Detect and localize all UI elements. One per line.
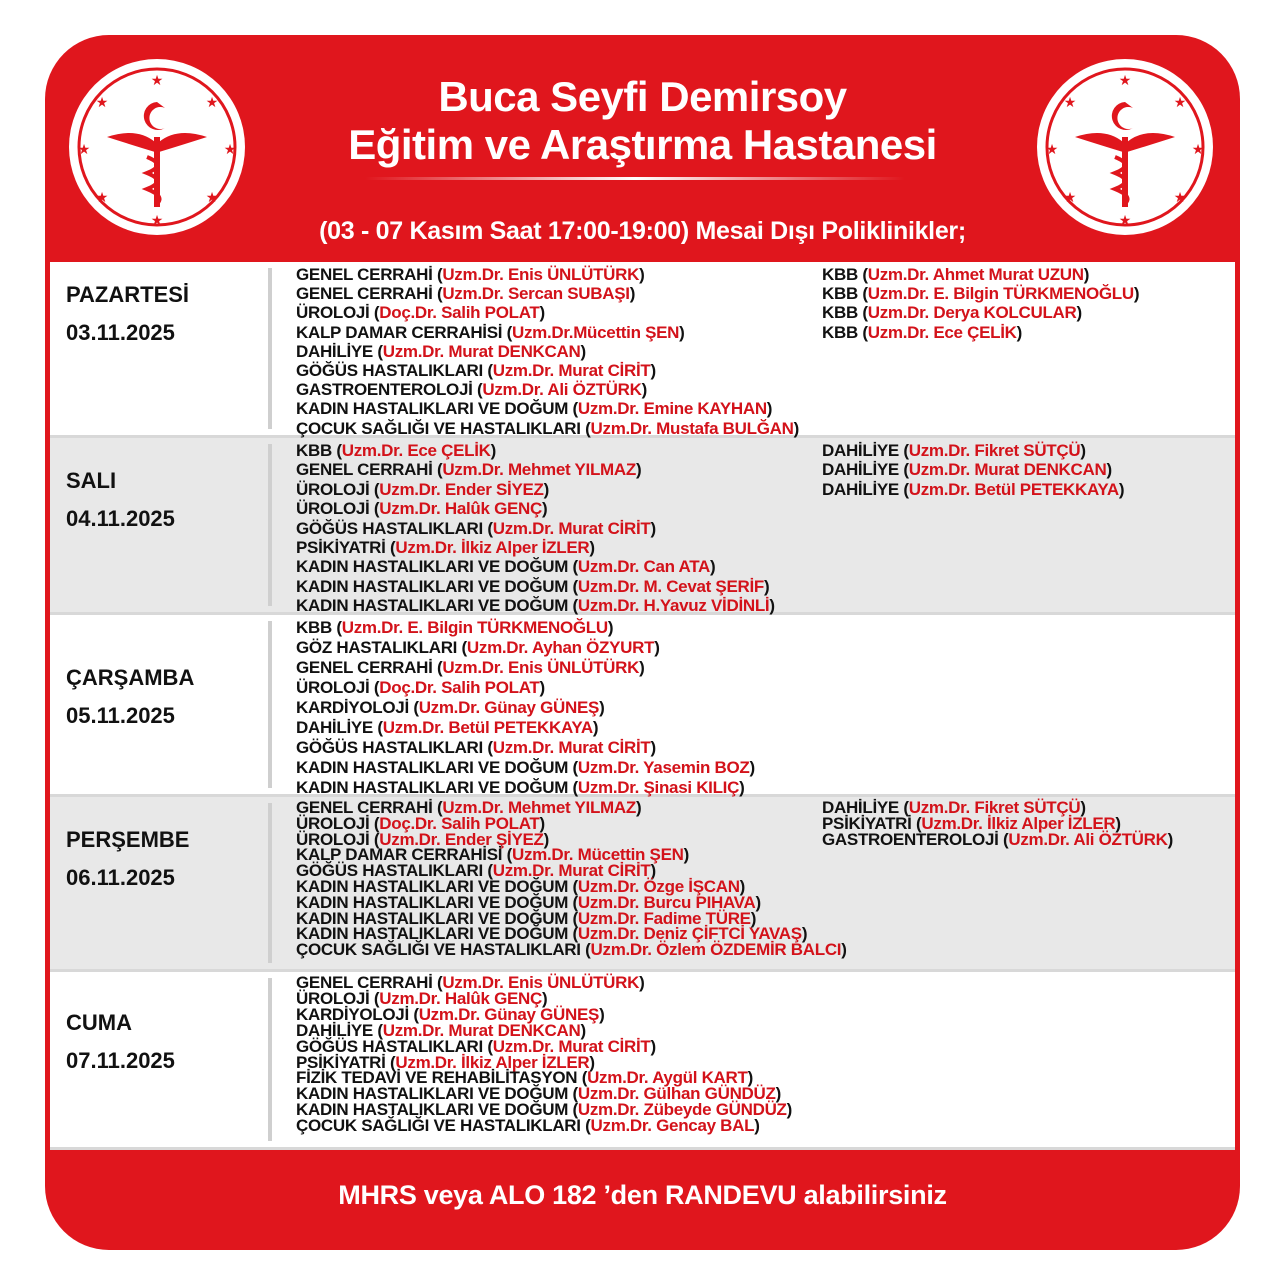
department: KADIN HASTALIKLARI VE DOĞUM — [296, 399, 569, 419]
day-label — [66, 468, 175, 532]
hospital-name-line2: Eğitim ve Araştırma Hastanesi — [348, 121, 937, 168]
doctor-name: Uzm.Dr. Mustafa BULĞAN — [590, 418, 794, 438]
department: KBB — [822, 265, 858, 284]
department: GENEL CERRAHİ — [296, 798, 433, 817]
clinic-entry: KADIN HASTALIKLARI VE DOĞUM (Uzm.Dr. Yasemin BOZ) — [296, 758, 755, 777]
clinic-entry: GENEL CERRAHİ (Uzm.Dr. Mehmet YILMAZ) — [296, 460, 642, 480]
schedule-table — [50, 262, 1235, 1150]
svg-text:★: ★ — [205, 94, 219, 110]
clinic-list — [296, 441, 775, 616]
department: KBB — [296, 441, 332, 460]
doctor-name: Uzm.Dr. Murat CİRİT — [492, 361, 651, 381]
department: KADIN HASTALIKLARI VE DOĞUM — [296, 876, 569, 896]
doctor-name: Uzm.Dr. İlkiz Alper İZLER — [395, 1052, 590, 1072]
clinic-entry: KADIN HASTALIKLARI VE DOĞUM (Uzm.Dr. Şinasi KILIÇ) — [296, 778, 745, 797]
department: GÖĞÜS HASTALIKLARI — [296, 861, 483, 881]
clinic-entry: ÜROLOJİ (Doç.Dr. Salih POLAT) — [296, 303, 545, 323]
department: GÖĞÜS HASTALIKLARI — [296, 518, 483, 538]
clinic-entry: DAHİLİYE (Uzm.Dr. Betül PETEKKAYA) — [822, 479, 1125, 499]
department: DAHİLİYE — [822, 460, 899, 480]
department: DAHİLİYE — [822, 798, 899, 817]
clinic-entry: DAHİLİYE (Uzm.Dr. Murat DENKCAN) — [296, 1020, 586, 1040]
clinic-entry: KADIN HASTALIKLARI VE DOĞUM (Uzm.Dr. H.Yavuz VİDİNLİ) — [296, 596, 775, 616]
doctor-name: Uzm.Dr. Murat CİRİT — [492, 738, 651, 757]
department: KARDİYOLOJİ — [296, 698, 409, 717]
department: KADIN HASTALIKLARI VE DOĞUM — [296, 924, 569, 944]
doctor-name: Uzm.Dr. Murat CİRİT — [492, 1036, 651, 1056]
doctor-name: Uzm.Dr. Can ATA — [577, 557, 711, 577]
department: KARDİYOLOJİ — [296, 1004, 409, 1024]
doctor-name: Uzm.Dr. Ender ŞİYEZ — [379, 829, 544, 849]
doctor-name: Uzm.Dr. Şinasi KILIÇ — [577, 778, 740, 797]
department: GÖĞÜS HASTALIKLARI — [296, 361, 483, 381]
department: GENEL CERRAHİ — [296, 973, 433, 992]
doctor-name: Uzm.Dr. Burcu PIHAVA — [577, 892, 756, 912]
schedule-subtitle: (03 - 07 Kasım Saat 17:00-19:00) Mesai Dışı Poliklinikler; — [319, 217, 966, 245]
clinic-list — [296, 800, 847, 958]
day-date: 07.11.2025 — [66, 1048, 175, 1073]
day-name: PAZARTESİ — [66, 282, 190, 307]
clinic-entry: KBB (Uzm.Dr. E. Bilgin TÜRKMENOĞLU) — [822, 284, 1140, 304]
svg-text:★: ★ — [95, 94, 109, 110]
doctor-name: Uzm.Dr. Ahmet Murat UZUN — [867, 265, 1084, 284]
clinic-list — [296, 265, 799, 438]
clinic-entry: GENEL CERRAHİ (Uzm.Dr. Mehmet YILMAZ) — [296, 798, 642, 817]
clinic-entry: KARDİYOLOJİ (Uzm.Dr. Günay GÜNEŞ) — [296, 1004, 605, 1024]
clinic-entry: DAHİLİYE (Uzm.Dr. Fikret SÜTÇÜ) — [822, 798, 1086, 817]
clinic-entry: GENEL CERRAHİ (Uzm.Dr. Enis ÜNLÜTÜRK) — [296, 658, 645, 677]
doctor-name: Uzm.Dr.Mücettin ŞEN — [512, 322, 680, 342]
doctor-name: Uzm.Dr. Fadime TÜRE — [577, 908, 751, 928]
doctor-name: Uzm.Dr. Murat CİRİT — [492, 861, 651, 881]
department: DAHİLİYE — [296, 718, 373, 737]
doctor-name: Uzm.Dr. Enis ÜNLÜTÜRK — [442, 658, 640, 677]
clinic-list — [822, 441, 1124, 499]
clinic-entry: KADIN HASTALIKLARI VE DOĞUM (Uzm.Dr. Zübeyde GÜNDÜZ) — [296, 1100, 793, 1120]
doctor-name: Uzm.Dr. Enis ÜNLÜTÜRK — [442, 973, 640, 992]
department: GENEL CERRAHİ — [296, 460, 433, 480]
doctor-name: Uzm.Dr. Derya KOLCULAR — [867, 303, 1077, 323]
column-divider — [268, 268, 272, 429]
day-row — [50, 972, 1235, 1150]
day-name: ÇARŞAMBA — [66, 665, 195, 690]
svg-text:★: ★ — [77, 141, 91, 157]
department: GENEL CERRAHİ — [296, 284, 433, 304]
doctor-name: Uzm.Dr. E. Bilgin TÜRKMENOĞLU — [867, 284, 1134, 304]
doctor-name: Uzm.Dr. Günay GÜNEŞ — [418, 1004, 600, 1024]
clinic-entry: GASTROENTEROLOJİ (Uzm.Dr. Ali ÖZTÜRK) — [296, 380, 647, 400]
doctor-name: Uzm.Dr. Halûk GENÇ — [379, 988, 543, 1008]
doctor-name: Uzm.Dr. Betül PETEKKAYA — [908, 479, 1119, 499]
clinic-entry: KADIN HASTALIKLARI VE DOĞUM (Uzm.Dr. M. Cevat ŞERİF) — [296, 576, 770, 596]
doctor-name: Uzm.Dr. Ender SİYEZ — [379, 479, 544, 499]
department: ÜROLOJİ — [296, 813, 370, 833]
department: KBB — [822, 303, 858, 323]
department: KBB — [822, 284, 858, 304]
doctor-name: Uzm.Dr. Betül PETEKKAYA — [382, 718, 593, 737]
clinic-entry: KADIN HASTALIKLARI VE DOĞUM (Uzm.Dr. Fadime TÜRE) — [296, 908, 757, 928]
day-label — [66, 827, 189, 891]
department: KADIN HASTALIKLARI VE DOĞUM — [296, 596, 569, 616]
department: PSİKİYATRİ — [822, 813, 912, 833]
doctor-name: Uzm.Dr. Yasemin BOZ — [577, 758, 750, 777]
department: DAHİLİYE — [296, 1020, 373, 1040]
clinic-entry: KBB (Uzm.Dr. E. Bilgin TÜRKMENOĞLU) — [296, 618, 614, 637]
clinic-entry: KADIN HASTALIKLARI VE DOĞUM (Uzm.Dr. Emine KAYHAN) — [296, 399, 773, 419]
clinic-entry: DAHİLİYE (Uzm.Dr. Murat DENKCAN) — [296, 341, 586, 361]
clinic-entry: DAHİLİYE (Uzm.Dr. Murat DENKCAN) — [822, 460, 1112, 480]
clinic-entry: ÜROLOJİ (Uzm.Dr. Ender SİYEZ) — [296, 479, 549, 499]
doctor-name: Uzm.Dr. Fikret SÜTÇÜ — [908, 798, 1081, 817]
svg-text:★: ★ — [95, 189, 109, 205]
doctor-name: Uzm.Dr. Ali ÖZTÜRK — [482, 380, 642, 400]
clinic-entry: KBB (Uzm.Dr. Ahmet Murat UZUN) — [822, 265, 1090, 284]
doctor-name: Uzm.Dr. Emine KAYHAN — [577, 399, 767, 419]
column-divider — [268, 978, 272, 1141]
department: GENEL CERRAHİ — [296, 265, 433, 284]
clinic-entry: GÖĞÜS HASTALIKLARI (Uzm.Dr. Murat CİRİT) — [296, 738, 656, 757]
day-row — [50, 262, 1235, 438]
department: GASTROENTEROLOJİ — [296, 380, 473, 400]
department: DAHİLİYE — [822, 441, 899, 460]
doctor-name: Uzm.Dr. Özge İŞCAN — [577, 876, 740, 896]
clinic-entry: FİZİK TEDAVİ VE REHABİLİTASYON (Uzm.Dr. Aygül KART) — [296, 1068, 753, 1088]
department: KBB — [296, 618, 332, 637]
clinic-entry: KADIN HASTALIKLARI VE DOĞUM (Uzm.Dr. Burcu PIHAVA) — [296, 892, 761, 912]
department: ÜROLOJİ — [296, 829, 370, 849]
svg-text:★: ★ — [1173, 94, 1187, 110]
column-divider — [268, 803, 272, 963]
department: DAHİLİYE — [822, 479, 899, 499]
department: KADIN HASTALIKLARI VE DOĞUM — [296, 758, 569, 777]
doctor-name: Doç.Dr. Salih POLAT — [379, 813, 540, 833]
department: KADIN HASTALIKLARI VE DOĞUM — [296, 576, 569, 596]
doctor-name: Uzm.Dr. Deniz ÇİFTCİ YAVAŞ — [577, 924, 802, 944]
doctor-name: Uzm.Dr. Enis ÜNLÜTÜRK — [442, 265, 640, 284]
svg-text:★: ★ — [150, 72, 164, 88]
department: KALP DAMAR CERRAHİSİ — [296, 322, 503, 342]
svg-text:★: ★ — [1063, 189, 1077, 205]
doctor-name: Uzm.Dr. Ece ÇELİK — [867, 322, 1017, 342]
day-row — [50, 797, 1235, 972]
column-divider — [268, 444, 272, 606]
clinic-list — [822, 265, 1139, 342]
doctor-name: Uzm.Dr. Mehmet YILMAZ — [442, 460, 636, 480]
doctor-name: Doç.Dr. Salih POLAT — [379, 303, 540, 323]
svg-text:★: ★ — [223, 141, 237, 157]
clinic-entry: ÜROLOJİ (Uzm.Dr. Halûk GENÇ) — [296, 499, 548, 519]
day-label — [66, 665, 194, 729]
clinic-entry: ÜROLOJİ (Uzm.Dr. Ender ŞİYEZ) — [296, 829, 549, 849]
department: KADIN HASTALIKLARI VE DOĞUM — [296, 1100, 569, 1120]
clinic-entry: PSİKİYATRİ (Uzm.Dr. İlkiz Alper İZLER) — [296, 538, 595, 558]
department: ÜROLOJİ — [296, 303, 370, 323]
doctor-name: Uzm.Dr. Zübeyde GÜNDÜZ — [577, 1100, 787, 1120]
department: ÜROLOJİ — [296, 678, 370, 697]
doctor-name: Doç.Dr. Salih POLAT — [379, 678, 540, 697]
clinic-entry: ÇOCUK SAĞLIĞI VE HASTALIKLARI (Uzm.Dr. Gencay BAL) — [296, 1116, 760, 1136]
clinic-entry: GASTROENTEROLOJİ (Uzm.Dr. Ali ÖZTÜRK) — [822, 829, 1173, 849]
svg-text:★: ★ — [150, 212, 164, 228]
hospital-name: Buca Seyfi Demirsoy — [438, 73, 847, 120]
svg-text:★: ★ — [1045, 141, 1059, 157]
doctor-name: Uzm.Dr. E. Bilgin TÜRKMENOĞLU — [341, 618, 608, 637]
doctor-name: Uzm.Dr. Gencay BAL — [590, 1116, 755, 1136]
department: KADIN HASTALIKLARI VE DOĞUM — [296, 908, 569, 928]
department: DAHİLİYE — [296, 341, 373, 361]
clinic-list — [822, 800, 1173, 847]
appointment-footer: MHRS veya ALO 182 ’den RANDEVU alabilirsiniz — [338, 1180, 947, 1210]
doctor-name: Uzm.Dr. Murat DENKCAN — [908, 460, 1107, 480]
column-divider — [268, 621, 272, 788]
clinic-entry: ÇOCUK SAĞLIĞI VE HASTALIKLARI (Uzm.Dr. Mustafa BULĞAN) — [296, 418, 799, 438]
department: ÜROLOJİ — [296, 988, 370, 1008]
clinic-entry: GÖĞÜS HASTALIKLARI (Uzm.Dr. Murat CİRİT) — [296, 518, 656, 538]
department: PSİKİYATRİ — [296, 1052, 386, 1072]
department: ÇOCUK SAĞLIĞI VE HASTALIKLARI — [296, 940, 581, 960]
day-row — [50, 615, 1235, 797]
doctor-name: Uzm.Dr. Mehmet YILMAZ — [442, 798, 636, 817]
clinic-entry: KALP DAMAR CERRAHİSİ (Uzm.Dr.Mücettin ŞEN) — [296, 322, 685, 342]
clinic-list — [296, 618, 755, 798]
clinic-entry: KARDİYOLOJİ (Uzm.Dr. Günay GÜNEŞ) — [296, 698, 605, 717]
svg-text:★: ★ — [1063, 94, 1077, 110]
doctor-name: Uzm.Dr. Murat CİRİT — [492, 518, 651, 538]
department: FİZİK TEDAVİ VE REHABİLİTASYON — [296, 1068, 578, 1088]
department: ÜROLOJİ — [296, 479, 370, 499]
clinic-entry: ÇOCUK SAĞLIĞI VE HASTALIKLARI (Uzm.Dr. Özlem ÖZDEMİR BALCI) — [296, 940, 847, 960]
doctor-name: Uzm.Dr. Mücettin ŞEN — [512, 845, 684, 865]
clinic-list — [296, 975, 792, 1134]
day-label — [66, 1010, 175, 1074]
day-date: 03.11.2025 — [66, 320, 175, 345]
doctor-name: Uzm.Dr. Ayhan ÖZYURT — [466, 638, 655, 657]
department: ÜROLOJİ — [296, 499, 370, 519]
day-date: 04.11.2025 — [66, 506, 175, 531]
doctor-name: Uzm.Dr. Fikret SÜTÇÜ — [908, 441, 1081, 460]
department: GÖZ HASTALIKLARI — [296, 638, 458, 657]
doctor-name: Uzm.Dr. İlkiz Alper İZLER — [921, 813, 1116, 833]
clinic-entry: PSİKİYATRİ (Uzm.Dr. İlkiz Alper İZLER) — [822, 813, 1121, 833]
doctor-name: Uzm.Dr. Halûk GENÇ — [379, 499, 543, 519]
doctor-name: Uzm.Dr. M. Cevat ŞERİF — [577, 576, 764, 596]
clinic-entry: GÖZ HASTALIKLARI (Uzm.Dr. Ayhan ÖZYURT) — [296, 638, 660, 657]
clinic-entry: GÖĞÜS HASTALIKLARI (Uzm.Dr. Murat CİRİT) — [296, 361, 656, 381]
day-date: 06.11.2025 — [66, 865, 175, 890]
doctor-name: Uzm.Dr. Özlem ÖZDEMİR BALCI — [590, 940, 842, 960]
clinic-entry: KALP DAMAR CERRAHİSİ (Uzm.Dr. Mücettin ŞEN) — [296, 845, 689, 865]
day-label — [66, 282, 189, 346]
department: KADIN HASTALIKLARI VE DOĞUM — [296, 778, 569, 797]
department: ÇOCUK SAĞLIĞI VE HASTALIKLARI — [296, 1116, 581, 1136]
department: PSİKİYATRİ — [296, 538, 386, 558]
clinic-entry: KBB (Uzm.Dr. Ece ÇELİK) — [822, 322, 1022, 342]
doctor-name: Uzm.Dr. Murat DENKCAN — [382, 1020, 581, 1040]
poster — [45, 35, 1240, 1250]
department: KADIN HASTALIKLARI VE DOĞUM — [296, 557, 569, 577]
svg-text:★: ★ — [205, 189, 219, 205]
doctor-name: Uzm.Dr. Sercan SUBAŞI — [442, 284, 630, 304]
clinic-entry: DAHİLİYE (Uzm.Dr. Betül PETEKKAYA) — [296, 718, 599, 737]
svg-text:★: ★ — [1118, 212, 1132, 228]
clinic-entry: KADIN HASTALIKLARI VE DOĞUM (Uzm.Dr. Can ATA) — [296, 557, 716, 577]
clinic-entry: DAHİLİYE (Uzm.Dr. Fikret SÜTÇÜ) — [822, 441, 1086, 460]
day-name: PERŞEMBE — [66, 827, 190, 852]
department: KBB — [822, 322, 858, 342]
clinic-entry: KADIN HASTALIKLARI VE DOĞUM (Uzm.Dr. Gülhan GÜNDÜZ) — [296, 1084, 781, 1104]
doctor-name: Uzm.Dr. Ece ÇELİK — [341, 441, 491, 460]
doctor-name: Uzm.Dr. Ali ÖZTÜRK — [1008, 829, 1168, 849]
department: KADIN HASTALIKLARI VE DOĞUM — [296, 1084, 569, 1104]
department: GENEL CERRAHİ — [296, 658, 433, 677]
svg-text:★: ★ — [1173, 189, 1187, 205]
doctor-name: Uzm.Dr. Murat DENKCAN — [382, 341, 581, 361]
title-divider — [365, 177, 905, 180]
clinic-entry: ÜROLOJİ (Doç.Dr. Salih POLAT) — [296, 813, 545, 833]
clinic-entry: GÖĞÜS HASTALIKLARI (Uzm.Dr. Murat CİRİT) — [296, 861, 656, 881]
doctor-name: Uzm.Dr. Günay GÜNEŞ — [418, 698, 600, 717]
svg-text:★: ★ — [1118, 72, 1132, 88]
clinic-entry: GENEL CERRAHİ (Uzm.Dr. Sercan SUBAŞI) — [296, 284, 636, 304]
doctor-name: Uzm.Dr. H.Yavuz VİDİNLİ — [577, 596, 770, 616]
day-name: SALI — [66, 468, 117, 493]
clinic-entry: ÜROLOJİ (Doç.Dr. Salih POLAT) — [296, 678, 545, 697]
day-date: 05.11.2025 — [66, 703, 175, 728]
clinic-entry: GENEL CERRAHİ (Uzm.Dr. Enis ÜNLÜTÜRK) — [296, 973, 645, 992]
department: GÖĞÜS HASTALIKLARI — [296, 738, 483, 757]
department: GÖĞÜS HASTALIKLARI — [296, 1036, 483, 1056]
doctor-name: Uzm.Dr. Aygül KART — [587, 1068, 748, 1088]
doctor-name: Uzm.Dr. Gülhan GÜNDÜZ — [577, 1084, 776, 1104]
department: KADIN HASTALIKLARI VE DOĞUM — [296, 892, 569, 912]
department: KALP DAMAR CERRAHİSİ — [296, 845, 503, 865]
department: GASTROENTEROLOJİ — [822, 829, 999, 849]
day-name: CUMA — [66, 1010, 132, 1035]
clinic-entry: KADIN HASTALIKLARI VE DOĞUM (Uzm.Dr. Deniz ÇİFTCİ YAVAŞ) — [296, 924, 808, 944]
day-row — [50, 438, 1235, 615]
department: ÇOCUK SAĞLIĞI VE HASTALIKLARI — [296, 418, 581, 438]
clinic-entry: KADIN HASTALIKLARI VE DOĞUM (Uzm.Dr. Özge İŞCAN) — [296, 876, 746, 896]
clinic-entry: GÖĞÜS HASTALIKLARI (Uzm.Dr. Murat CİRİT) — [296, 1036, 656, 1056]
clinic-entry: ÜROLOJİ (Uzm.Dr. Halûk GENÇ) — [296, 988, 548, 1008]
clinic-entry: PSİKİYATRİ (Uzm.Dr. İlkiz Alper İZLER) — [296, 1052, 595, 1072]
clinic-entry: KBB (Uzm.Dr. Ece ÇELİK) — [296, 441, 496, 460]
clinic-entry: KBB (Uzm.Dr. Derya KOLCULAR) — [822, 303, 1082, 323]
doctor-name: Uzm.Dr. İlkiz Alper İZLER — [395, 538, 590, 558]
clinic-entry: GENEL CERRAHİ (Uzm.Dr. Enis ÜNLÜTÜRK) — [296, 265, 645, 284]
svg-text:★: ★ — [1191, 141, 1205, 157]
